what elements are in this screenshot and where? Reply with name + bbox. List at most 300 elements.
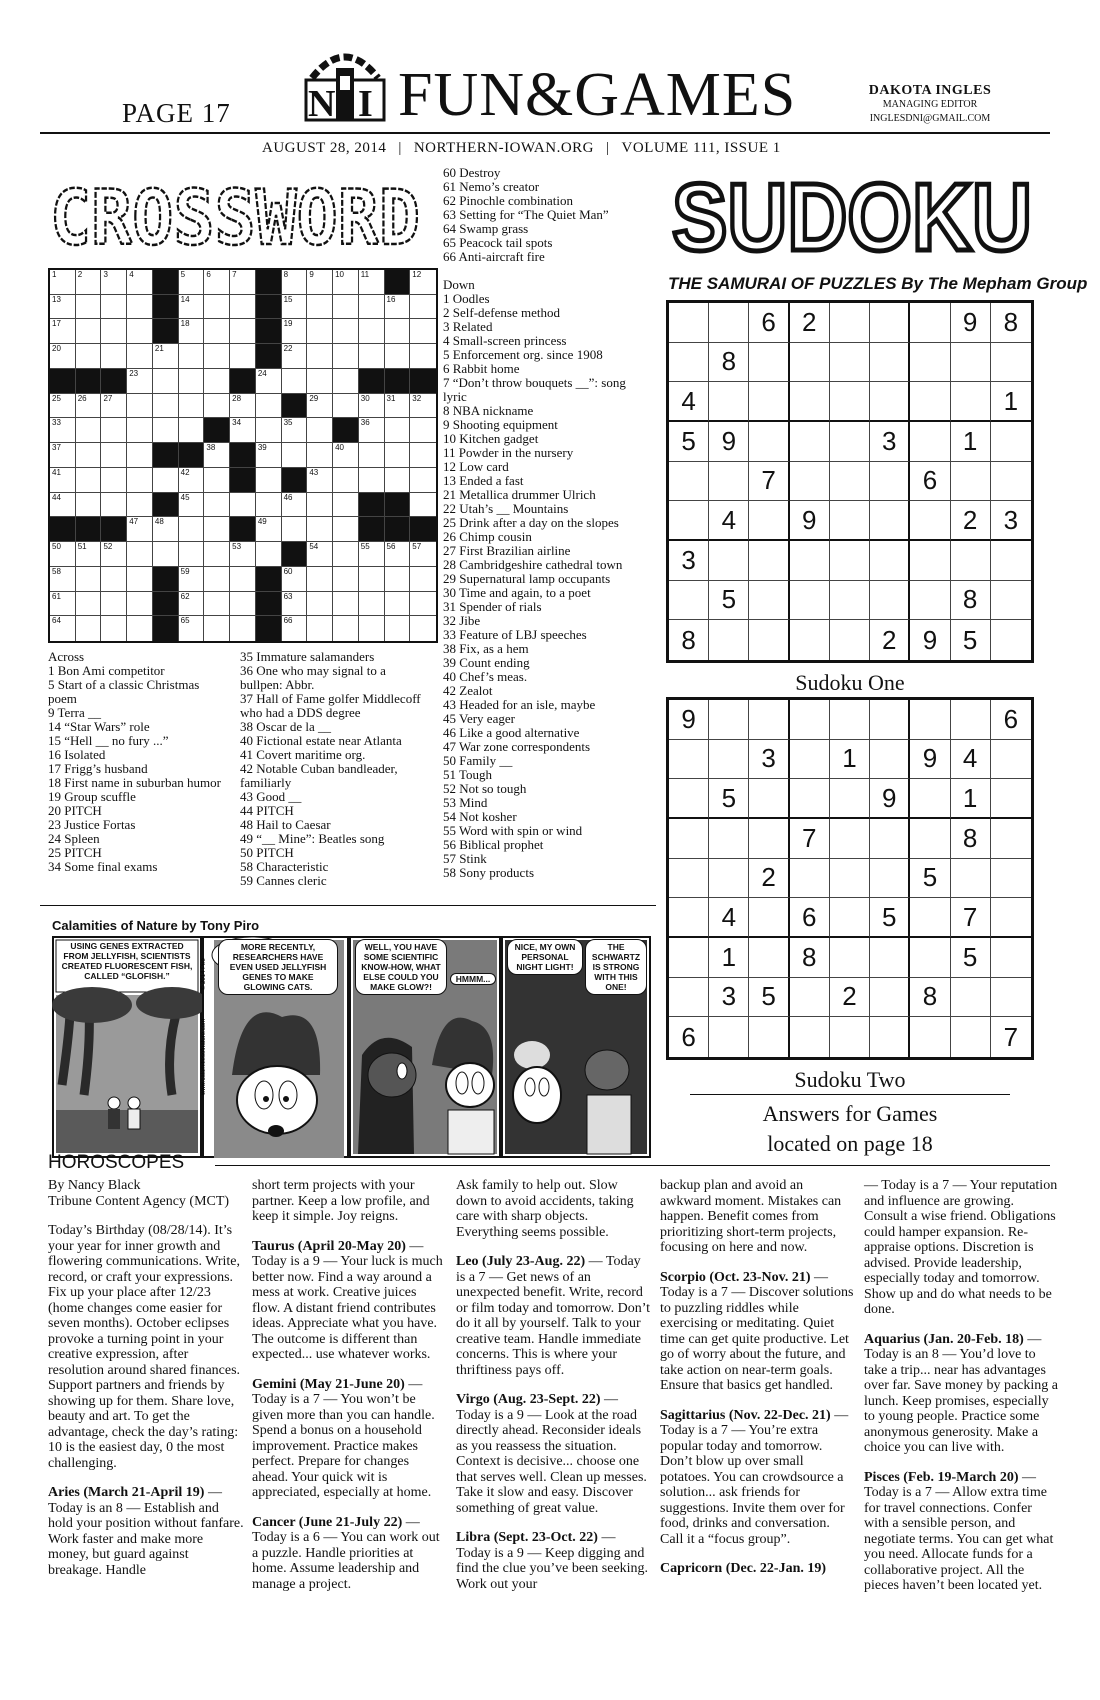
crossword-cell[interactable] — [127, 616, 153, 641]
crossword-cell[interactable] — [76, 418, 102, 443]
crossword-cell[interactable] — [127, 344, 153, 369]
crossword-cell[interactable] — [256, 468, 282, 493]
crossword-cell[interactable] — [307, 295, 333, 320]
crossword-cell[interactable] — [101, 542, 127, 567]
sudoku-cell[interactable] — [991, 898, 1031, 938]
crossword-cell[interactable] — [179, 319, 205, 344]
crossword-cell[interactable] — [204, 270, 230, 295]
sudoku-cell[interactable] — [991, 462, 1031, 502]
crossword-cell[interactable] — [256, 542, 282, 567]
sudoku-cell[interactable] — [870, 501, 910, 541]
sudoku-cell[interactable] — [830, 382, 870, 422]
sudoku-cell[interactable] — [709, 859, 749, 899]
crossword-cell[interactable] — [359, 542, 385, 567]
crossword-cell[interactable] — [282, 319, 308, 344]
crossword-cell[interactable] — [76, 468, 102, 493]
crossword-cell[interactable] — [256, 517, 282, 542]
sudoku-cell[interactable] — [991, 422, 1031, 462]
sudoku-cell[interactable] — [870, 938, 910, 978]
crossword-cell[interactable] — [127, 567, 153, 592]
sudoku-cell[interactable] — [830, 501, 870, 541]
sudoku-cell[interactable] — [749, 581, 789, 621]
crossword-cell[interactable] — [101, 344, 127, 369]
crossword-cell[interactable] — [282, 493, 308, 518]
sudoku-cell[interactable] — [749, 382, 789, 422]
crossword-cell[interactable] — [204, 369, 230, 394]
sudoku-cell[interactable] — [991, 581, 1031, 621]
crossword-cell[interactable] — [127, 517, 153, 542]
crossword-cell[interactable] — [333, 394, 359, 419]
crossword-cell[interactable] — [179, 567, 205, 592]
sudoku-cell[interactable] — [991, 620, 1031, 660]
crossword-cell[interactable] — [127, 394, 153, 419]
crossword-cell[interactable] — [179, 542, 205, 567]
sudoku-one-grid[interactable] — [666, 300, 1034, 663]
sudoku-cell[interactable] — [749, 620, 789, 660]
sudoku-cell[interactable] — [830, 779, 870, 819]
sudoku-cell[interactable] — [910, 382, 950, 422]
crossword-cell[interactable] — [282, 369, 308, 394]
crossword-cell[interactable] — [410, 295, 436, 320]
crossword-cell[interactable] — [76, 344, 102, 369]
crossword-cell[interactable] — [179, 418, 205, 443]
crossword-cell[interactable] — [50, 344, 76, 369]
sudoku-cell[interactable] — [709, 541, 749, 581]
crossword-cell[interactable] — [153, 344, 179, 369]
crossword-cell[interactable] — [359, 567, 385, 592]
sudoku-cell[interactable] — [669, 303, 709, 343]
crossword-cell[interactable] — [76, 493, 102, 518]
crossword-cell[interactable] — [333, 517, 359, 542]
crossword-cell[interactable] — [76, 319, 102, 344]
crossword-cell[interactable] — [333, 443, 359, 468]
sudoku-cell[interactable] — [910, 422, 950, 462]
sudoku-cell[interactable] — [991, 819, 1031, 859]
sudoku-cell[interactable] — [951, 343, 991, 383]
crossword-cell[interactable] — [204, 295, 230, 320]
sudoku-cell[interactable] — [749, 501, 789, 541]
crossword-cell[interactable] — [307, 319, 333, 344]
crossword-cell[interactable] — [50, 270, 76, 295]
crossword-cell[interactable] — [307, 493, 333, 518]
crossword-cell[interactable] — [307, 567, 333, 592]
crossword-cell[interactable] — [127, 270, 153, 295]
sudoku-cell[interactable] — [749, 898, 789, 938]
sudoku-cell[interactable] — [749, 700, 789, 740]
crossword-cell[interactable] — [179, 344, 205, 369]
crossword-cell[interactable] — [179, 616, 205, 641]
crossword-cell[interactable] — [76, 542, 102, 567]
crossword-cell[interactable] — [333, 369, 359, 394]
sudoku-cell[interactable] — [669, 343, 709, 383]
sudoku-cell[interactable] — [669, 501, 709, 541]
crossword-cell[interactable] — [359, 443, 385, 468]
sudoku-cell[interactable] — [790, 700, 830, 740]
crossword-cell[interactable] — [385, 418, 411, 443]
sudoku-cell[interactable] — [790, 581, 830, 621]
crossword-cell[interactable] — [50, 493, 76, 518]
crossword-cell[interactable] — [127, 493, 153, 518]
sudoku-cell[interactable] — [910, 819, 950, 859]
crossword-cell[interactable] — [359, 295, 385, 320]
sudoku-cell[interactable] — [790, 422, 830, 462]
crossword-cell[interactable] — [359, 592, 385, 617]
crossword-cell[interactable] — [179, 592, 205, 617]
sudoku-cell[interactable] — [870, 859, 910, 899]
sudoku-cell[interactable] — [749, 541, 789, 581]
crossword-cell[interactable] — [282, 418, 308, 443]
crossword-cell[interactable] — [385, 567, 411, 592]
sudoku-cell[interactable] — [790, 462, 830, 502]
crossword-cell[interactable] — [385, 592, 411, 617]
crossword-cell[interactable] — [76, 616, 102, 641]
crossword-cell[interactable] — [359, 394, 385, 419]
sudoku-cell[interactable] — [830, 819, 870, 859]
crossword-cell[interactable] — [333, 468, 359, 493]
crossword-cell[interactable] — [307, 270, 333, 295]
sudoku-cell[interactable] — [669, 462, 709, 502]
crossword-cell[interactable] — [359, 270, 385, 295]
crossword-cell[interactable] — [282, 592, 308, 617]
sudoku-cell[interactable] — [991, 541, 1031, 581]
crossword-cell[interactable] — [333, 319, 359, 344]
sudoku-cell[interactable] — [991, 740, 1031, 780]
sudoku-cell[interactable] — [709, 303, 749, 343]
sudoku-cell[interactable] — [991, 938, 1031, 978]
sudoku-cell[interactable] — [870, 819, 910, 859]
sudoku-cell[interactable] — [790, 779, 830, 819]
sudoku-cell[interactable] — [910, 1017, 950, 1057]
sudoku-cell[interactable] — [830, 1017, 870, 1057]
crossword-cell[interactable] — [76, 295, 102, 320]
crossword-cell[interactable] — [359, 468, 385, 493]
sudoku-cell[interactable] — [749, 343, 789, 383]
sudoku-cell[interactable] — [709, 819, 749, 859]
sudoku-cell[interactable] — [870, 978, 910, 1018]
crossword-cell[interactable] — [307, 394, 333, 419]
sudoku-cell[interactable] — [870, 1017, 910, 1057]
sudoku-cell[interactable] — [910, 501, 950, 541]
crossword-cell[interactable] — [204, 493, 230, 518]
sudoku-cell[interactable] — [991, 343, 1031, 383]
crossword-cell[interactable] — [359, 344, 385, 369]
crossword-cell[interactable] — [333, 567, 359, 592]
sudoku-cell[interactable] — [669, 740, 709, 780]
crossword-cell[interactable] — [307, 369, 333, 394]
crossword-cell[interactable] — [359, 418, 385, 443]
sudoku-cell[interactable] — [910, 343, 950, 383]
crossword-cell[interactable] — [204, 616, 230, 641]
crossword-cell[interactable] — [50, 443, 76, 468]
crossword-cell[interactable] — [101, 592, 127, 617]
sudoku-cell[interactable] — [749, 819, 789, 859]
sudoku-cell[interactable] — [951, 382, 991, 422]
crossword-cell[interactable] — [230, 592, 256, 617]
crossword-cell[interactable] — [307, 542, 333, 567]
crossword-cell[interactable] — [256, 443, 282, 468]
sudoku-cell[interactable] — [709, 382, 749, 422]
crossword-cell[interactable] — [230, 567, 256, 592]
sudoku-cell[interactable] — [991, 779, 1031, 819]
crossword-cell[interactable] — [179, 394, 205, 419]
crossword-cell[interactable] — [76, 443, 102, 468]
sudoku-cell[interactable] — [870, 382, 910, 422]
crossword-cell[interactable] — [282, 443, 308, 468]
crossword-cell[interactable] — [50, 394, 76, 419]
sudoku-cell[interactable] — [709, 462, 749, 502]
crossword-cell[interactable] — [410, 270, 436, 295]
sudoku-cell[interactable] — [669, 581, 709, 621]
sudoku-cell[interactable] — [790, 620, 830, 660]
crossword-cell[interactable] — [76, 567, 102, 592]
sudoku-cell[interactable] — [709, 740, 749, 780]
sudoku-cell[interactable] — [709, 620, 749, 660]
crossword-cell[interactable] — [385, 443, 411, 468]
sudoku-cell[interactable] — [830, 700, 870, 740]
crossword-cell[interactable] — [101, 468, 127, 493]
sudoku-cell[interactable] — [669, 898, 709, 938]
crossword-cell[interactable] — [101, 319, 127, 344]
crossword-cell[interactable] — [153, 369, 179, 394]
sudoku-cell[interactable] — [790, 859, 830, 899]
sudoku-cell[interactable] — [790, 740, 830, 780]
crossword-cell[interactable] — [179, 270, 205, 295]
sudoku-cell[interactable] — [951, 541, 991, 581]
crossword-cell[interactable] — [385, 344, 411, 369]
sudoku-cell[interactable] — [669, 938, 709, 978]
sudoku-two-grid[interactable] — [666, 697, 1034, 1060]
crossword-cell[interactable] — [385, 468, 411, 493]
sudoku-cell[interactable] — [749, 1017, 789, 1057]
sudoku-cell[interactable] — [870, 343, 910, 383]
crossword-cell[interactable] — [101, 493, 127, 518]
sudoku-cell[interactable] — [870, 303, 910, 343]
sudoku-cell[interactable] — [830, 541, 870, 581]
crossword-cell[interactable] — [204, 592, 230, 617]
crossword-cell[interactable] — [76, 394, 102, 419]
crossword-cell[interactable] — [256, 394, 282, 419]
crossword-cell[interactable] — [410, 616, 436, 641]
crossword-cell[interactable] — [101, 418, 127, 443]
crossword-cell[interactable] — [127, 418, 153, 443]
crossword-cell[interactable] — [179, 369, 205, 394]
crossword-cell[interactable] — [153, 468, 179, 493]
crossword-cell[interactable] — [127, 369, 153, 394]
crossword-cell[interactable] — [410, 443, 436, 468]
crossword-cell[interactable] — [230, 295, 256, 320]
crossword-cell[interactable] — [230, 270, 256, 295]
crossword-cell[interactable] — [410, 493, 436, 518]
sudoku-cell[interactable] — [870, 700, 910, 740]
crossword-cell[interactable] — [50, 542, 76, 567]
sudoku-cell[interactable] — [991, 859, 1031, 899]
sudoku-cell[interactable] — [669, 859, 709, 899]
crossword-cell[interactable] — [50, 592, 76, 617]
sudoku-cell[interactable] — [910, 700, 950, 740]
crossword-cell[interactable] — [230, 418, 256, 443]
crossword-cell[interactable] — [204, 468, 230, 493]
crossword-cell[interactable] — [307, 344, 333, 369]
crossword-cell[interactable] — [359, 616, 385, 641]
crossword-cell[interactable] — [307, 468, 333, 493]
crossword-cell[interactable] — [282, 270, 308, 295]
crossword-cell[interactable] — [256, 493, 282, 518]
crossword-cell[interactable] — [385, 616, 411, 641]
sudoku-cell[interactable] — [830, 620, 870, 660]
crossword-cell[interactable] — [385, 319, 411, 344]
sudoku-cell[interactable] — [951, 859, 991, 899]
crossword-cell[interactable] — [410, 468, 436, 493]
sudoku-cell[interactable] — [830, 303, 870, 343]
crossword-cell[interactable] — [307, 418, 333, 443]
crossword-cell[interactable] — [179, 493, 205, 518]
crossword-cell[interactable] — [127, 468, 153, 493]
crossword-cell[interactable] — [101, 394, 127, 419]
crossword-cell[interactable] — [204, 517, 230, 542]
crossword-cell[interactable] — [153, 394, 179, 419]
crossword-cell[interactable] — [50, 319, 76, 344]
sudoku-cell[interactable] — [870, 581, 910, 621]
crossword-cell[interactable] — [101, 567, 127, 592]
crossword-cell[interactable] — [410, 592, 436, 617]
crossword-cell[interactable] — [101, 616, 127, 641]
crossword-cell[interactable] — [101, 270, 127, 295]
crossword-cell[interactable] — [333, 493, 359, 518]
crossword-cell[interactable] — [410, 319, 436, 344]
sudoku-cell[interactable] — [870, 541, 910, 581]
sudoku-cell[interactable] — [709, 700, 749, 740]
crossword-cell[interactable] — [127, 295, 153, 320]
crossword-cell[interactable] — [385, 295, 411, 320]
crossword-cell[interactable] — [307, 517, 333, 542]
crossword-cell[interactable] — [307, 616, 333, 641]
crossword-cell[interactable] — [333, 542, 359, 567]
crossword-cell[interactable] — [204, 394, 230, 419]
sudoku-cell[interactable] — [870, 740, 910, 780]
crossword-cell[interactable] — [256, 369, 282, 394]
crossword-cell[interactable] — [282, 517, 308, 542]
sudoku-cell[interactable] — [830, 422, 870, 462]
crossword-cell[interactable] — [101, 443, 127, 468]
crossword-cell[interactable] — [333, 270, 359, 295]
sudoku-cell[interactable] — [951, 1017, 991, 1057]
sudoku-cell[interactable] — [951, 462, 991, 502]
sudoku-cell[interactable] — [830, 859, 870, 899]
sudoku-cell[interactable] — [910, 581, 950, 621]
crossword-cell[interactable] — [333, 344, 359, 369]
crossword-cell[interactable] — [153, 542, 179, 567]
sudoku-cell[interactable] — [790, 541, 830, 581]
sudoku-cell[interactable] — [830, 462, 870, 502]
crossword-cell[interactable] — [230, 319, 256, 344]
sudoku-cell[interactable] — [830, 581, 870, 621]
sudoku-cell[interactable] — [910, 898, 950, 938]
crossword-cell[interactable] — [204, 443, 230, 468]
crossword-cell[interactable] — [50, 418, 76, 443]
crossword-cell[interactable] — [282, 616, 308, 641]
crossword-cell[interactable] — [127, 443, 153, 468]
sudoku-cell[interactable] — [910, 779, 950, 819]
sudoku-cell[interactable] — [790, 382, 830, 422]
sudoku-cell[interactable] — [951, 978, 991, 1018]
crossword-cell[interactable] — [410, 542, 436, 567]
crossword-cell[interactable] — [256, 418, 282, 443]
sudoku-cell[interactable] — [910, 938, 950, 978]
crossword-cell[interactable] — [76, 592, 102, 617]
crossword-cell[interactable] — [385, 394, 411, 419]
sudoku-cell[interactable] — [951, 700, 991, 740]
sudoku-cell[interactable] — [991, 978, 1031, 1018]
sudoku-cell[interactable] — [749, 938, 789, 978]
crossword-cell[interactable] — [410, 394, 436, 419]
crossword-cell[interactable] — [153, 418, 179, 443]
crossword-cell[interactable] — [50, 616, 76, 641]
crossword-cell[interactable] — [50, 567, 76, 592]
crossword-cell[interactable] — [50, 468, 76, 493]
crossword-cell[interactable] — [282, 567, 308, 592]
sudoku-cell[interactable] — [669, 819, 709, 859]
crossword-cell[interactable] — [179, 517, 205, 542]
crossword-cell[interactable] — [179, 295, 205, 320]
crossword-cell[interactable] — [127, 319, 153, 344]
sudoku-cell[interactable] — [830, 898, 870, 938]
crossword-cell[interactable] — [333, 295, 359, 320]
sudoku-cell[interactable] — [830, 938, 870, 978]
crossword-cell[interactable] — [410, 344, 436, 369]
crossword-cell[interactable] — [333, 616, 359, 641]
crossword-cell[interactable] — [385, 542, 411, 567]
crossword-cell[interactable] — [282, 344, 308, 369]
sudoku-cell[interactable] — [790, 978, 830, 1018]
crossword-cell[interactable] — [230, 394, 256, 419]
crossword-cell[interactable] — [204, 344, 230, 369]
crossword-cell[interactable] — [307, 592, 333, 617]
crossword-cell[interactable] — [204, 567, 230, 592]
crossword-cell[interactable] — [101, 295, 127, 320]
crossword-cell[interactable] — [307, 443, 333, 468]
sudoku-cell[interactable] — [669, 978, 709, 1018]
crossword-cell[interactable] — [333, 592, 359, 617]
sudoku-cell[interactable] — [830, 343, 870, 383]
sudoku-cell[interactable] — [749, 779, 789, 819]
crossword-cell[interactable] — [50, 295, 76, 320]
crossword-cell[interactable] — [230, 493, 256, 518]
crossword-cell[interactable] — [76, 270, 102, 295]
crossword-cell[interactable] — [204, 319, 230, 344]
sudoku-cell[interactable] — [709, 1017, 749, 1057]
sudoku-cell[interactable] — [910, 303, 950, 343]
crossword-cell[interactable] — [282, 295, 308, 320]
crossword-cell[interactable] — [204, 542, 230, 567]
crossword-cell[interactable] — [153, 517, 179, 542]
sudoku-cell[interactable] — [749, 422, 789, 462]
sudoku-cell[interactable] — [790, 343, 830, 383]
crossword-cell[interactable] — [230, 542, 256, 567]
crossword-cell[interactable] — [127, 592, 153, 617]
crossword-cell[interactable] — [230, 616, 256, 641]
crossword-cell[interactable] — [127, 542, 153, 567]
crossword-grid[interactable] — [48, 268, 438, 643]
crossword-cell[interactable] — [410, 418, 436, 443]
crossword-cell[interactable] — [359, 319, 385, 344]
crossword-cell[interactable] — [230, 344, 256, 369]
sudoku-cell[interactable] — [910, 541, 950, 581]
sudoku-cell[interactable] — [870, 462, 910, 502]
crossword-cell[interactable] — [410, 567, 436, 592]
sudoku-cell[interactable] — [790, 1017, 830, 1057]
sudoku-cell[interactable] — [669, 779, 709, 819]
crossword-cell[interactable] — [179, 468, 205, 493]
